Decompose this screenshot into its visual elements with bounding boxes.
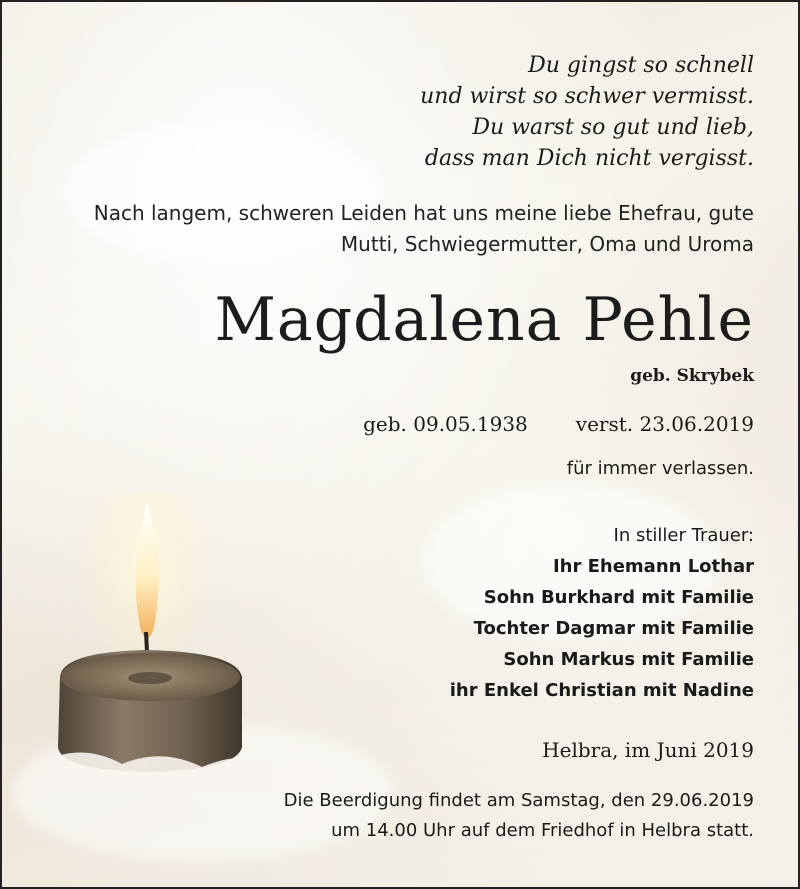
place-date: Helbra, im Juni 2019 [542,738,754,762]
death-date: verst. 23.06.2019 [575,412,754,436]
intro-line: Mutti, Schwiegermutter, Oma und Uroma [340,232,754,256]
birth-date: geb. 09.05.1938 [363,412,528,436]
intro-line: Nach langem, schweren Leiden hat uns meine liebe Ehefrau, gute [93,201,754,225]
poem-line: und wirst so schwer vermisst. [420,84,754,109]
mourner: Sohn Markus mit Familie [503,649,754,670]
poem-line: Du warst so gut und lieb, [472,115,754,140]
candle-icon [42,492,272,792]
mourning-heading: In stiller Trauer: [613,525,754,546]
funeral-line: um 14.00 Uhr auf dem Friedhof in Helbra statt. [331,820,754,841]
poem [420,50,754,174]
deceased-name: Magdalena Pehle [214,285,754,355]
mourners-list [450,520,754,706]
mourner: Tochter Dagmar mit Familie [473,618,754,639]
candle-graphic [42,492,272,792]
funeral-line: Die Beerdigung findet am Samstag, den 29.06.2019 [283,790,754,811]
poem-line: Du gingst so schnell [528,53,754,78]
maiden-name: geb. Skrybek [630,366,754,386]
left-us-text: für immer verlassen. [566,458,754,479]
mourner: ihr Enkel Christian mit Nadine [449,680,754,701]
life-dates [363,412,754,436]
intro-text [94,198,754,260]
funeral-info [284,786,754,846]
poem-line: dass man Dich nicht vergisst. [424,146,754,171]
mourner: Sohn Burkhard mit Familie [483,587,754,608]
mourner: Ihr Ehemann Lothar [552,556,754,577]
